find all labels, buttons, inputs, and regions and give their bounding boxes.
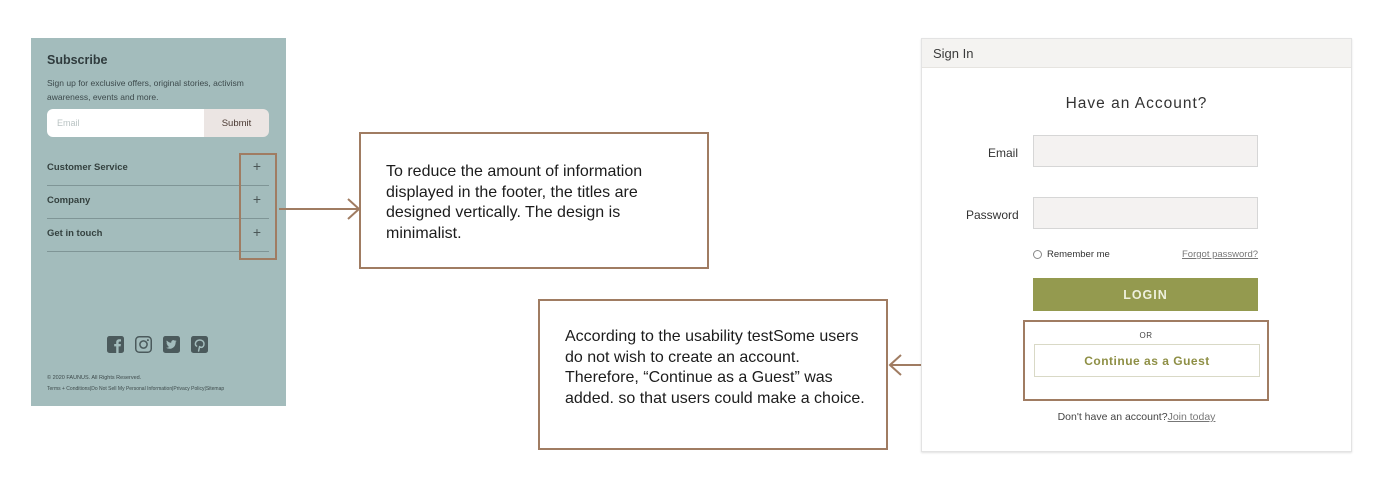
twitter-icon[interactable] bbox=[163, 336, 180, 353]
plus-icon[interactable]: + bbox=[252, 191, 261, 207]
remember-me-radio[interactable] bbox=[1033, 250, 1042, 259]
accordion-label: Get in touch bbox=[47, 228, 103, 239]
plus-icons-highlight bbox=[239, 153, 277, 260]
accordion-customer-service[interactable] bbox=[47, 153, 269, 186]
plus-icon[interactable]: + bbox=[252, 158, 261, 174]
accordion-label: Company bbox=[47, 195, 91, 206]
remember-me-label: Remember me bbox=[1047, 249, 1110, 260]
continue-as-guest-button[interactable]: Continue as a Guest bbox=[1034, 344, 1260, 377]
no-account-text: Don't have an account? bbox=[1057, 411, 1168, 423]
or-divider: OR bbox=[1139, 331, 1153, 340]
accordion-get-in-touch[interactable] bbox=[47, 219, 269, 252]
social-links bbox=[107, 336, 208, 353]
login-button[interactable]: LOGIN bbox=[1033, 278, 1258, 311]
forgot-password-link[interactable]: Forgot password? bbox=[1182, 249, 1259, 260]
facebook-icon[interactable] bbox=[107, 336, 124, 353]
copyright-text: © 2020 FAUNUS. All Rights Reserved. bbox=[47, 375, 142, 381]
footer-design-note: To reduce the amount of information displayed in the footer, the titles are designed vertically. The design is minimalist. bbox=[359, 132, 709, 269]
join-today-link[interactable]: Join today bbox=[1167, 411, 1216, 423]
signin-header: Sign In bbox=[922, 39, 1351, 68]
legal-links[interactable]: Terms + Conditions|Do Not Sell My Personal Information|Privacy Policy|Sitemap bbox=[47, 386, 225, 392]
plus-icon[interactable]: + bbox=[252, 224, 261, 240]
pinterest-icon[interactable] bbox=[191, 336, 208, 353]
subscribe-submit-button[interactable]: Submit bbox=[204, 109, 269, 137]
accordion-label: Customer Service bbox=[47, 162, 128, 173]
remember-me-option[interactable] bbox=[1033, 249, 1110, 260]
instagram-icon[interactable] bbox=[135, 336, 152, 353]
signin-panel bbox=[921, 38, 1352, 452]
footer-mockup bbox=[31, 38, 286, 406]
guest-option-highlight bbox=[1023, 320, 1269, 401]
subscribe-email-input[interactable] bbox=[47, 109, 204, 137]
password-label: Password bbox=[966, 208, 1019, 222]
guest-checkout-note: According to the usability testSome users do not wish to create an account. Therefore, “Continue as a Guest” was added. so that users could make a choice. bbox=[538, 299, 888, 450]
arrow-to-footer-note bbox=[279, 199, 359, 219]
email-field[interactable] bbox=[1033, 135, 1258, 167]
password-field[interactable] bbox=[1033, 197, 1258, 229]
no-account-prompt bbox=[922, 411, 1351, 423]
subscribe-title: Subscribe bbox=[47, 53, 108, 67]
email-label: Email bbox=[988, 146, 1019, 160]
signin-title: Have an Account? bbox=[1065, 95, 1208, 112]
subscribe-description: Sign up for exclusive offers, original stories, activism awareness, events and more. bbox=[47, 78, 244, 102]
subscribe-form bbox=[47, 109, 269, 137]
accordion-company[interactable] bbox=[47, 186, 269, 219]
